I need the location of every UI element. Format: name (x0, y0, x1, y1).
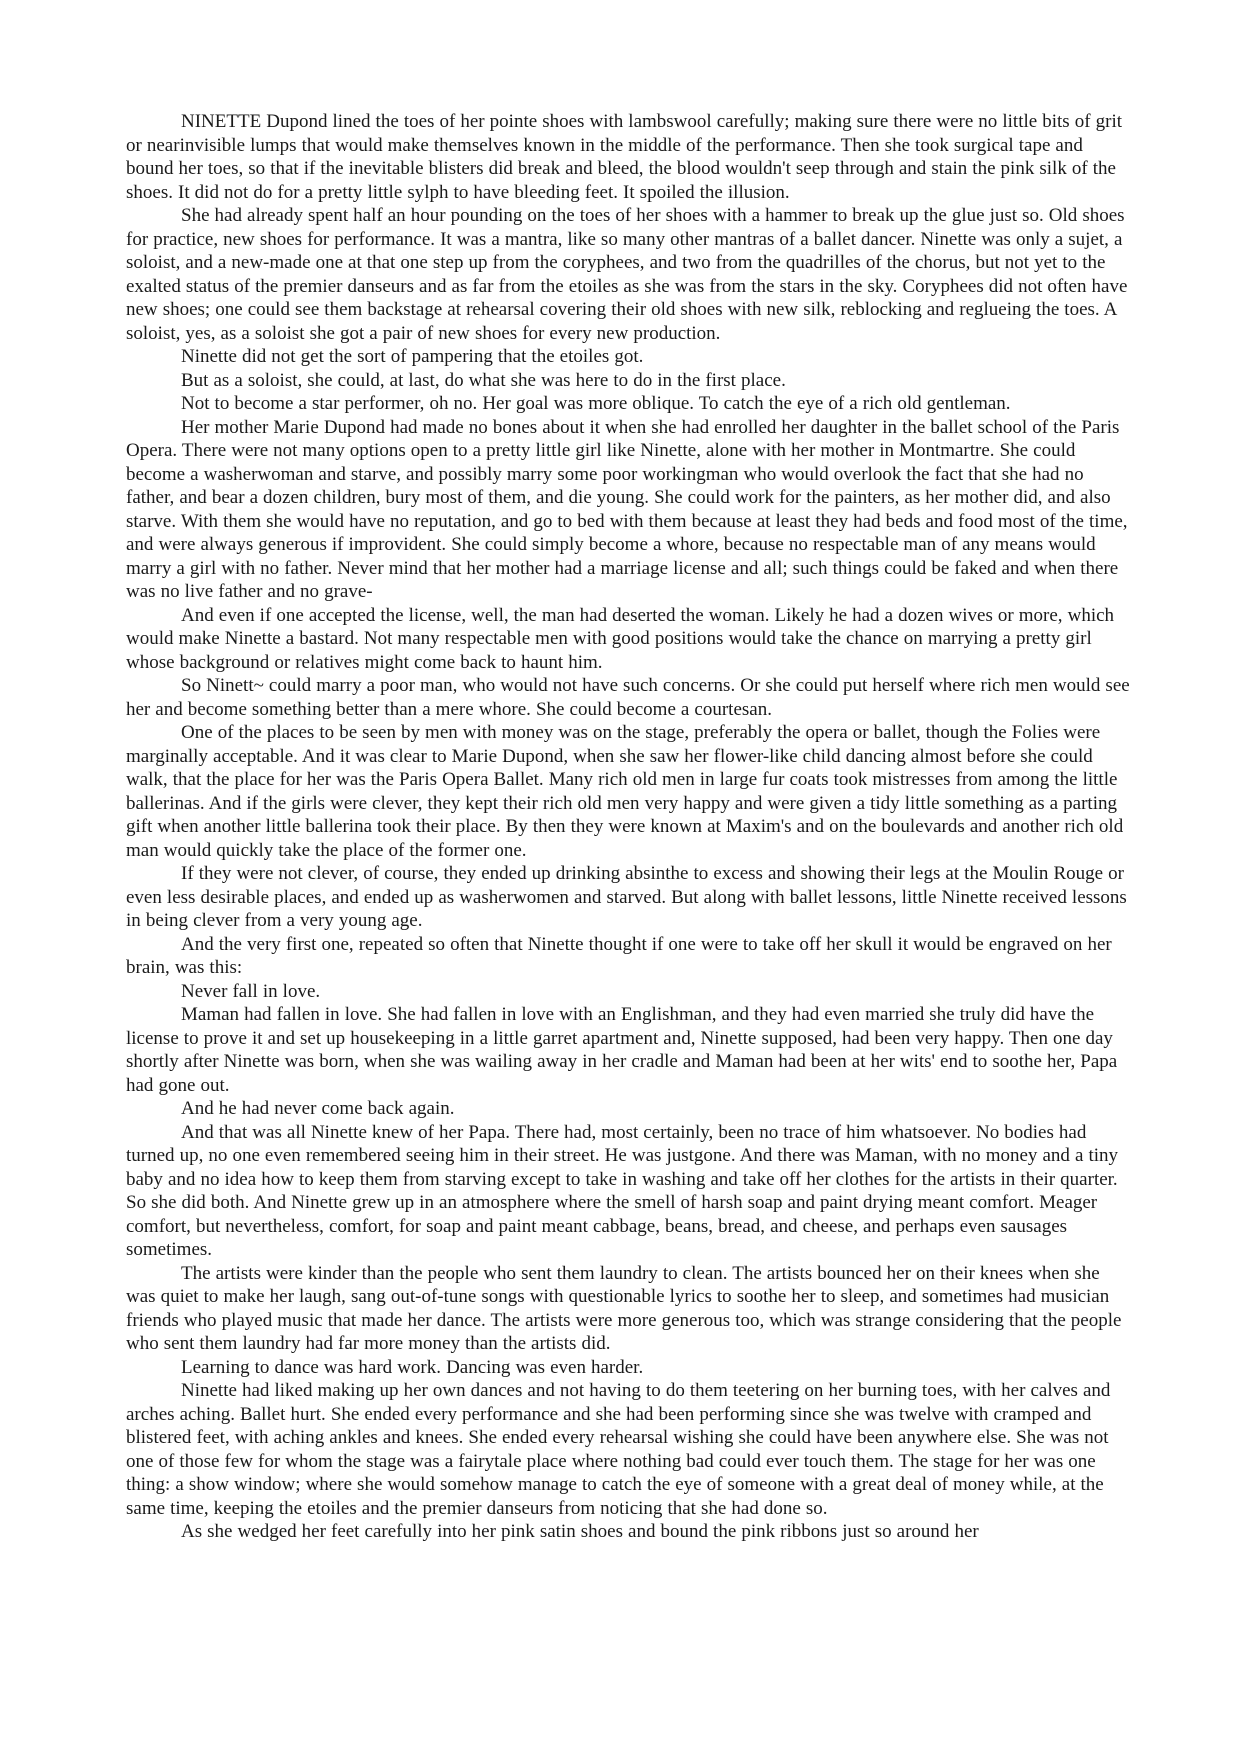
paragraph: The artists were kinder than the people who sent them laundry to clean. The artists bounced her on their knees when she was quiet to make her laugh, sang out-of-tune songs with questionable lyrics to soothe her to sleep, and sometimes had musician friends who played music that made her dance. The artists were more generous too, which was strange considering that the people who sent them laundry had far more money than the artists did. (126, 1262, 1122, 1354)
paragraph: If they were not clever, of course, they ended up drinking absinthe to excess and showing their legs at the Moulin Rouge or even less desirable places, and ended up as washerwomen and starved. But along with ballet lessons, little Ninette received lessons in being clever from a very young age. (126, 863, 1127, 931)
paragraph: Her mother Marie Dupond had made no bones about it when she had enrolled her daughter in the ballet school of the Paris Opera. There were not many options open to a pretty little girl like Ninette, alone with her mother in Montmartre. She could become a washerwoman and starve, and possibly marry some poor workingman who would overlook the fact that she had no father, and bear a dozen children, bury most of them, and die young. She could work for the painters, as her mother did, and also starve. With them she would have no reputation, and go to bed with them because at least they had beds and food most of the time, and were always generous if improvident. She could simply become a whore, because no respectable man of any means would marry a girl with no father. Never mind that her mother had a marriage license and all; such things could be faked and when there was no live father and no grave- (126, 416, 1128, 602)
paragraph: She had already spent half an hour pounding on the toes of her shoes with a hammer to break up the glue just so. Old shoes for practice, new shoes for performance. It was a mantra, like so many other mantras of a ballet dancer. Ninette was only a sujet, a soloist, and a new-made one at that one step up from the coryphees, and two from the quadrilles of the chorus, but not yet to the exalted status of the premier danseurs and as far from the etoiles as she was from the stars in the sky. Coryphees did not often have new shoes; one could see them backstage at rehearsal covering their old shoes with new silk, reblocking and reglueing the toes. A soloist, yes, as a soloist she got a pair of new shoes for every new production. (126, 205, 1128, 344)
paragraph: Never fall in love. (181, 980, 321, 1002)
paragraph: Not to become a star performer, oh no. Her goal was more oblique. To catch the eye of a rich old gentleman. (181, 393, 1011, 414)
paragraph: As she wedged her feet carefully into her pink satin shoes and bound the pink ribbons just so around her (181, 1521, 979, 1542)
paragraph: And the very first one, repeated so often that Ninette thought if one were to take off her skull it would be engraved on her brain, was this: (126, 933, 1112, 978)
paragraph: Ninette had liked making up her own dances and not having to do them teetering on her burning toes, with her calves and arches aching. Ballet hurt. She ended every performance and she had been performing since she was twelve with cramped and blistered feet, with aching ankles and knees. She ended every rehearsal wishing she could have been anywhere else. She was not one of those few for whom the stage was a fairytale place where nothing bad could ever touch them. The stage for her was one thing: a show window; where she would somehow manage to catch the eye of someone with a great deal of money while, at the same time, keeping the etoiles and the premier danseurs from noticing that she had done so. (126, 1380, 1111, 1519)
paragraph: Learning to dance was hard work. Dancing was even harder. (181, 1356, 644, 1378)
paragraph: Maman had fallen in love. She had fallen in love with an Englishman, and they had even married she truly did have the license to prove it and set up housekeeping in a little garret apartment and, Ninette supposed, had been very happy. Then one day shortly after Ninette was born, when she was wailing away in her cradle and Maman had been at her wits' end to soothe her, Papa had gone out. (126, 1004, 1118, 1096)
paragraph: One of the places to be seen by men with money was on the stage, preferably the opera or ballet, though the Folies were marginally acceptable. And it was clear to Marie Dupond, when she saw her flower-like child dancing almost before she could walk, that the place for her was the Paris Opera Ballet. Many rich old men in large fur coats took mistresses from among the little ballerinas. And if the girls were clever, they kept their rich old men very happy and were given a tidy little something as a parting gift when another little ballerina took their place. By then they were known at Maxim's and on the boulevards and another rich old man would quickly take the place of the former one. (126, 722, 1124, 861)
paragraph: NINETTE Dupond lined the toes of her pointe shoes with lambswool carefully; making sure there were no little bits of grit or nearinvisible lumps that would make themselves known in the middle of the performance. Then she took surgical tape and bound her toes, so that if the inevitable blisters did break and bleed, the blood wouldn't seep through and stain the pink silk of the shoes. It did not do for a pretty little sylph to have bleeding feet. It spoiled the illusion. (126, 111, 1122, 203)
paragraph: Ninette did not get the sort of pampering that the etoiles got. (181, 346, 644, 367)
paragraph: So Ninett~ could marry a poor man, who would not have such concerns. Or she could put herself where rich men would see her and become something better than a mere whore. She could become a courtesan. (126, 675, 1130, 720)
paragraph: And that was all Ninette knew of her Papa. There had, most certainly, been no trace of him whatsoever. No bodies had turned up, no one even remembered seeing him in their street. He was justgone. And there was Maman, with no money and a tiny baby and no idea how to keep them from starving except to take in washing and take off her clothes for the artists in their quarter. So she did both. And Ninette grew up in an atmosphere where the smell of harsh soap and paint drying meant comfort. Meager comfort, but nevertheless, comfort, for soap and paint meant cabbage, beans, bread, and cheese, and perhaps even sausages sometimes. (126, 1121, 1119, 1260)
paragraph: And he had never come back again. (181, 1098, 455, 1119)
paragraph: And even if one accepted the license, well, the man had deserted the woman. Likely he had a dozen wives or more, which would make Ninette a bastard. Not many respectable men with good positions would take the chance on marrying a pretty girl whose background or relatives might come back to haunt him. (126, 604, 1115, 673)
paragraph: But as a soloist, she could, at last, do what she was here to do in the first place. (181, 369, 786, 391)
